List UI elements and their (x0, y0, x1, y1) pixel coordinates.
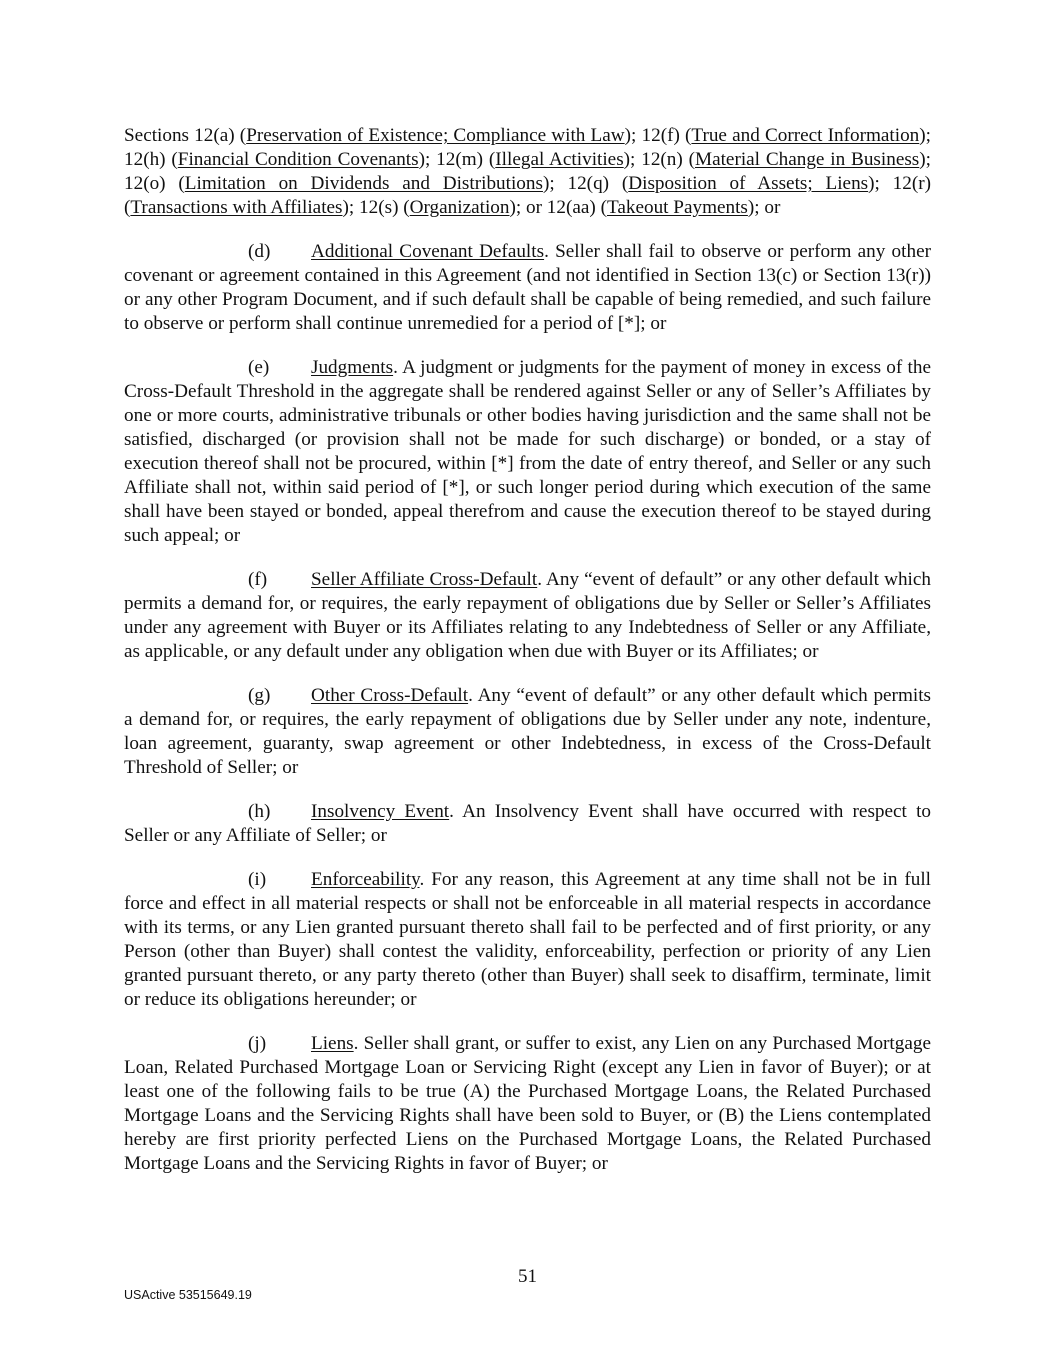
section-ref: Illegal Activities (495, 149, 624, 170)
intro-text: ); or (747, 197, 781, 218)
section-e (124, 356, 931, 548)
section-ref: True and Correct Information (691, 125, 920, 146)
intro-text: ); 12(m) ( (418, 149, 496, 170)
intro-text: ); 12(s) ( (342, 197, 410, 218)
intro-text: ); or 12(aa) ( (509, 197, 607, 218)
section-heading: Insolvency Event (311, 801, 450, 822)
section-ref: Financial Condition Covenants (177, 149, 419, 170)
section-number: (g) (248, 685, 271, 706)
section-number: (j) (248, 1033, 267, 1054)
section-text: . An Insolvency Event shall have occurred with respect to Seller or any Affiliate of Seller; or (124, 801, 931, 846)
section-text: . Any “event of default” or any other default which permits a demand for, or requires, the early repayment of obligations due by Seller or Seller’s Affiliates under any agreement with Buyer or its Affiliates relating to any Indebtedness of Seller or any Affiliate, as applicable, or any default under any obligation when due with Buyer or its Affiliates; or (124, 569, 931, 662)
document-id: USActive 53515649.19 (124, 1288, 252, 1302)
section-ref: Limitation on Dividends and Distributions (184, 173, 543, 194)
section-ref: Takeout Payments (606, 197, 748, 218)
section-i (124, 868, 931, 1012)
section-ref: Disposition of Assets; Liens (628, 173, 869, 194)
section-number: (f) (248, 569, 268, 590)
section-number: (h) (248, 801, 271, 822)
section-text: . Seller shall grant, or suffer to exist, any Lien on any Purchased Mortgage Loan, Related Purchased Mortgage Loan or Servicing Right (except any Lien in favor of Buyer); or at least one of the following fails to be true (A) the Purchased Mortgage Loans, the Related Purchased Mortgage Loans and the Servicing Rights shall have been sold to Buyer, or (B) the Liens contemplated hereby are first priority perfected Liens on the Purchased Mortgage Loans, the Related Purchased Mortgage Loans and the Servicing Rights in favor of Buyer; or (124, 1033, 931, 1174)
document-body (124, 124, 931, 1196)
page-number: 51 (518, 1266, 537, 1287)
section-heading: Enforceability (311, 869, 420, 890)
section-text: . A judgment or judgments for the payment of money in excess of the Cross-Default Threshold in the aggregate shall be rendered against Seller or any of Seller’s Affiliates by one or more courts, administrative tribunals or other bodies having jurisdiction and the same shall not be satisfied, discharged (or provision shall not be made for such discharge) or bonded, or a stay of execution thereof shall not be procured, within [*] from the date of entry thereof, and Seller or any such Affiliate shall not, within said period of [*], or such longer period during which execution of the same shall have been stayed or bonded, appeal therefrom and cause the execution thereof to be stayed during such appeal; or (124, 357, 931, 546)
intro-text: ); 12(h) ( (124, 125, 932, 170)
intro-paragraph (124, 124, 931, 220)
section-heading: Liens (311, 1033, 354, 1054)
section-heading: Other Cross-Default (311, 685, 469, 706)
section-f (124, 568, 931, 664)
section-ref: Organization (409, 197, 510, 218)
intro-text: ); 12(f) ( (624, 125, 692, 146)
section-j (124, 1032, 931, 1176)
section-text: . Any “event of default” or any other default which permits a demand for, or requires, the early repayment of obligations due by Seller under any note, indenture, loan agreement, guaranty, swap agreement or other Indebtedness, in excess of the Cross-Default Threshold of Seller; or (124, 685, 931, 778)
section-heading: Judgments (311, 357, 394, 378)
section-ref: Material Change in Business (695, 149, 920, 170)
section-number: (d) (248, 241, 271, 262)
intro-text: ); 12(n) ( (623, 149, 696, 170)
section-h (124, 800, 931, 848)
section-ref: Preservation of Existence; Compliance with Law (246, 125, 625, 146)
section-number: (e) (248, 357, 270, 378)
section-g (124, 684, 931, 780)
section-d (124, 240, 931, 336)
section-heading: Additional Covenant Defaults (311, 241, 545, 262)
intro-text: ); 12(q) ( (542, 173, 629, 194)
intro-text: ); 12(o) ( (124, 149, 932, 194)
section-ref: Transactions with Affiliates (130, 197, 343, 218)
section-heading: Seller Affiliate Cross-Default (311, 569, 538, 590)
section-text: . Seller shall fail to observe or perform any other covenant or agreement contained in this Agreement (and not identified in Section 13(c) or Section 13(r)) or any other Program Document, and if such default shall be capable of being remedied, and such failure to observe or perform shall continue unremedied for a period of [*]; or (124, 241, 931, 334)
section-text: . For any reason, this Agreement at any time shall not be in full force and effect in all material respects or shall not be enforceable in all material respects in accordance with its terms, or any Lien granted pursuant thereto shall fail to be perfected and of first priority, or any Person (other than Buyer) shall contest the validity, enforceability, perfection or priority of any Lien granted pursuant thereto, or any party thereto (other than Buyer) shall seek to disaffirm, terminate, limit or reduce its obligations hereunder; or (124, 869, 931, 1010)
section-number: (i) (248, 869, 267, 890)
intro-text: ); 12(r) ( (124, 173, 932, 218)
intro-text: Sections 12(a) ( (124, 125, 247, 146)
